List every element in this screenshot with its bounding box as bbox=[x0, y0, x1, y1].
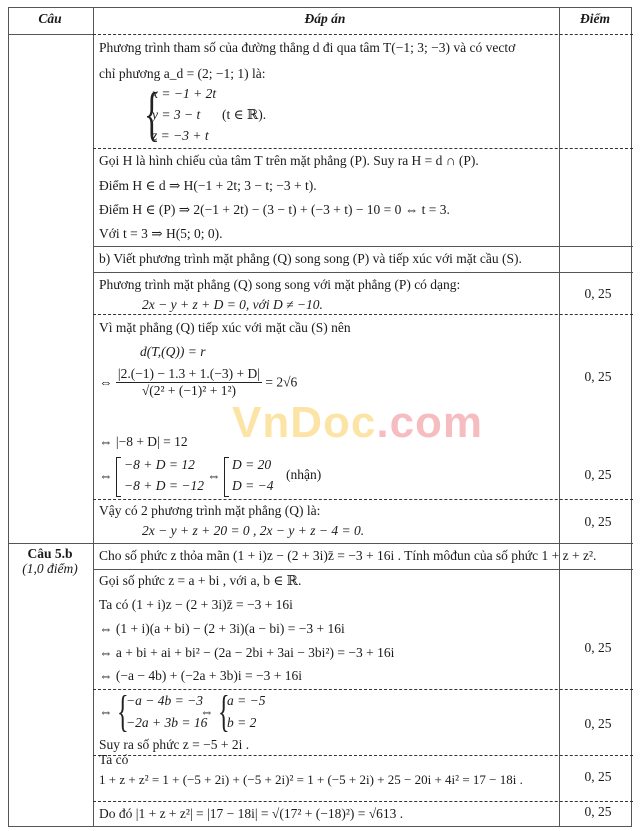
score-value: 0, 25 bbox=[584, 804, 612, 819]
answer-line: 2x − y + z + 20 = 0 , 2x − y + z − 4 = 0. bbox=[142, 523, 365, 538]
system-line: −a − 4b = −3 bbox=[126, 693, 203, 708]
score-value: 0, 25 bbox=[584, 467, 612, 482]
answer-line: Phương trình tham số của đường thẳng d đi qua tâm T(−1; 3; −3) và có vectơ bbox=[99, 40, 516, 55]
brace-icon: { bbox=[144, 81, 160, 147]
answer-line: Suy ra số phức z = −5 + 2i . bbox=[99, 737, 250, 752]
bracket-line: D = −4 bbox=[232, 478, 274, 493]
part-b-heading: b) Viết phương trình mặt phẳng (Q) song song (P) và tiếp xúc với mặt cầu (S). bbox=[99, 251, 522, 266]
answer-line: Phương trình mặt phẳng (Q) song song với mặt phẳng (P) có dạng: bbox=[99, 277, 461, 292]
question-points: (1,0 điểm) bbox=[22, 561, 78, 576]
score-value: 0, 25 bbox=[584, 514, 612, 529]
row-divider bbox=[93, 246, 633, 247]
answer-line: Điểm H ∈ d ⇒ H(−1 + 2t; 3 − t; −3 + t). bbox=[99, 178, 317, 193]
header-question: Câu bbox=[38, 11, 62, 26]
col-divider-1 bbox=[93, 8, 94, 826]
header-score: Điểm bbox=[580, 11, 610, 26]
bracket-icon bbox=[224, 457, 229, 497]
question-prompt: Cho số phức z thỏa mãn (1 + i)z − (2 + 3i)z̄ = −3 + 16i . Tính môđun của số phức 1 + z + z². bbox=[99, 548, 597, 563]
watermark-logo bbox=[232, 398, 483, 448]
score-value: 0, 25 bbox=[584, 369, 612, 384]
system-suffix: (t ∈ ℝ). bbox=[222, 107, 267, 122]
system-line: z = −3 + t bbox=[152, 128, 209, 143]
answer-line: ⇔ (1 + i)(a + bi) − (2 + 3i)(a − bi) = −3 + 16i bbox=[99, 621, 345, 636]
question-label: Câu 5.b bbox=[27, 546, 73, 561]
answer-line: d(T,(Q)) = r bbox=[140, 344, 206, 359]
answer-line: chỉ phương a_d = (2; −1; 1) là: bbox=[99, 66, 266, 81]
row-divider bbox=[93, 755, 633, 756]
row-divider bbox=[93, 801, 633, 802]
fraction-result: = 2√6 bbox=[265, 374, 298, 390]
bracket-line: D = 20 bbox=[232, 457, 272, 472]
header-divider bbox=[93, 34, 633, 35]
answer-line: Với t = 3 ⇒ H(5; 0; 0). bbox=[99, 226, 223, 241]
watermark-part1: VnDoc bbox=[232, 398, 377, 447]
row-divider bbox=[93, 148, 633, 149]
system-line: y = 3 − t bbox=[152, 107, 201, 122]
section-divider bbox=[9, 543, 633, 544]
header-divider-left bbox=[9, 34, 93, 35]
fraction-expression bbox=[99, 366, 297, 399]
fraction-numerator: |2.(−1) − 1.3 + 1.(−3) + D| bbox=[117, 366, 260, 381]
row-divider bbox=[93, 272, 633, 273]
system-line: −2a + 3b = 16 bbox=[126, 715, 208, 730]
bracket-prefix: ⇔ bbox=[99, 468, 113, 483]
answer-line: ⇔ a + bi + ai + bi² − (2a − 2bi + 3ai − 3bi²) = −3 + 16i bbox=[99, 645, 395, 660]
brace-icon: { bbox=[117, 687, 129, 736]
row-divider bbox=[93, 689, 633, 690]
accept-note: (nhận) bbox=[286, 467, 322, 482]
score-value: 0, 25 bbox=[584, 286, 612, 301]
row-divider bbox=[93, 499, 633, 500]
bracket-prefix: ⇔ bbox=[207, 468, 221, 483]
answer-line: Điểm H ∈ (P) ⇒ 2(−1 + 2t) − (3 − t) + (−3 + t) − 10 = 0 ⇔ t = 3. bbox=[99, 202, 450, 217]
system-prefix: ⇔ bbox=[200, 704, 214, 719]
row-divider bbox=[93, 569, 633, 570]
row-divider bbox=[93, 314, 633, 315]
brace-icon: { bbox=[218, 687, 230, 736]
score-value: 0, 25 bbox=[584, 640, 612, 655]
answer-line: Vậy có 2 phương trình mặt phẳng (Q) là: bbox=[99, 503, 321, 518]
col-divider-2 bbox=[559, 8, 560, 826]
system-line: x = −1 + 2t bbox=[152, 86, 217, 101]
bracket-icon bbox=[116, 457, 121, 497]
equivalence-symbol: ⇔ bbox=[99, 374, 113, 390]
answer-line: ⇔ (−a − 4b) + (−2a + 3b)i = −3 + 16i bbox=[99, 668, 303, 683]
header-answer: Đáp án bbox=[304, 11, 346, 26]
system-line: b = 2 bbox=[227, 715, 257, 730]
fraction-denominator: √(2² + (−1)² + 1²) bbox=[141, 383, 236, 398]
watermark-part2: .com bbox=[376, 398, 484, 447]
score-value: 0, 25 bbox=[584, 769, 612, 784]
answer-line: Gọi số phức z = a + bi , với a, b ∈ ℝ. bbox=[99, 573, 302, 588]
answer-line: 2x − y + z + D = 0, với D ≠ −10. bbox=[142, 297, 323, 312]
system-line: a = −5 bbox=[227, 693, 266, 708]
fraction bbox=[116, 366, 262, 399]
score-value: 0, 25 bbox=[584, 716, 612, 731]
answer-line: ⇔ |−8 + D| = 12 bbox=[99, 434, 188, 449]
answer-line: Ta có bbox=[99, 752, 129, 767]
answer-line: 1 + z + z² = 1 + (−5 + 2i) + (−5 + 2i)² = 1 + (−5 + 2i) + 25 − 20i + 4i² = 17 − 18i . bbox=[99, 772, 523, 787]
bracket-line: −8 + D = 12 bbox=[124, 457, 195, 472]
answer-line: Gọi H là hình chiếu của tâm T trên mặt phẳng (P). Suy ra H = d ∩ (P). bbox=[99, 153, 479, 168]
system-prefix: ⇔ bbox=[99, 704, 113, 719]
bracket-line: −8 + D = −12 bbox=[124, 478, 204, 493]
answer-line: Ta có (1 + i)z − (2 + 3i)z̄ = −3 + 16i bbox=[99, 597, 293, 612]
answer-line: Vì mặt phẳng (Q) tiếp xúc với mặt cầu (S) nên bbox=[99, 320, 351, 335]
answer-line: Do đó |1 + z + z²| = |17 − 18i| = √(17² + (−18)²) = √613 . bbox=[99, 806, 404, 821]
